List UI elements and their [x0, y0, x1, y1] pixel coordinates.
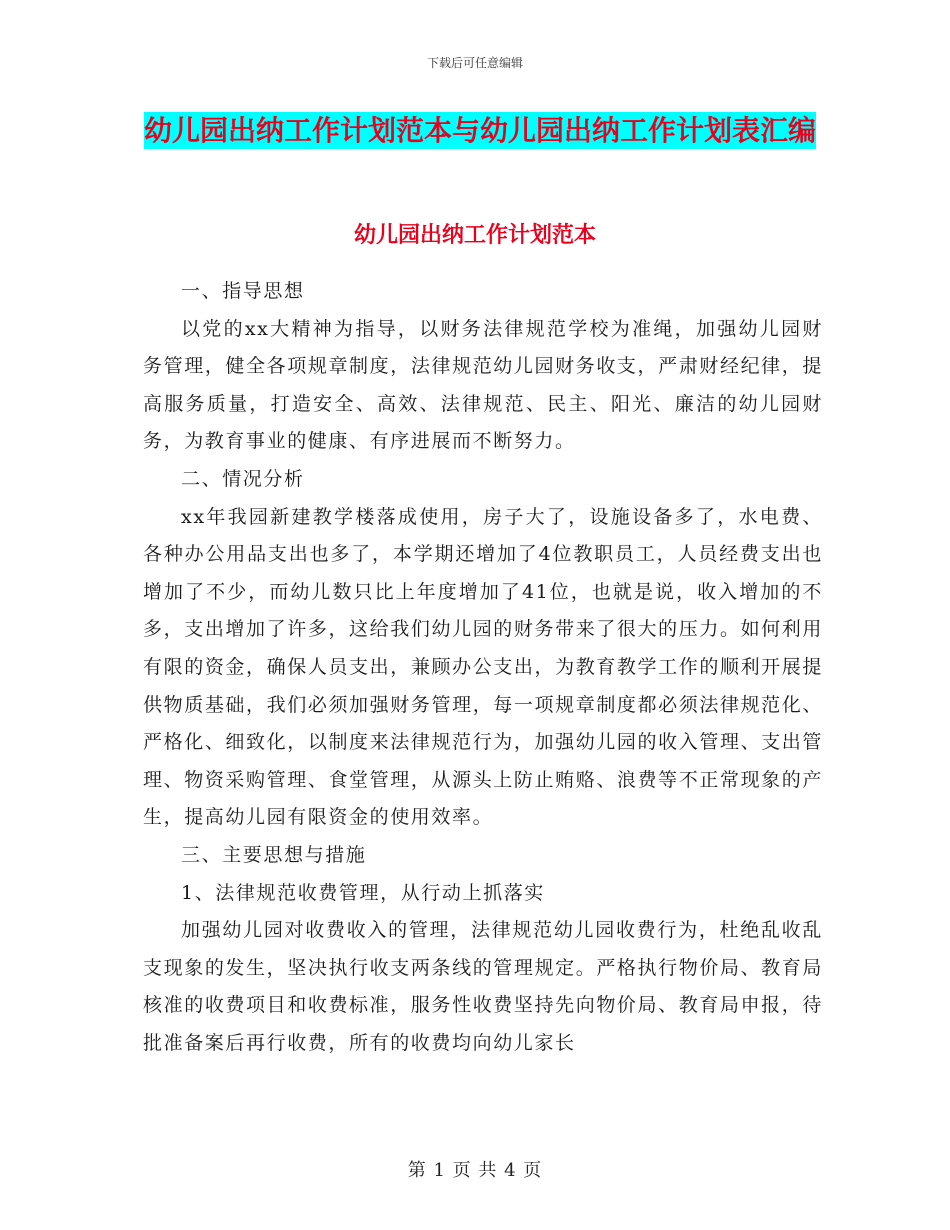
- document-title-text: 幼儿园出纳工作计划范本与幼儿园出纳工作计划表汇编: [143, 114, 816, 147]
- paragraph-situation-analysis: xx年我园新建教学楼落成使用，房子大了，设施设备多了，水电费、各种办公用品支出也多了，本学期还增加了4位教职员工，人员经费支出也增加了不少，而幼儿数只比上年度增加了41位，也就是说，收入增加的不多，支出增加了许多，这给我们幼儿园的财务带来了很大的压力。如何利用有限的资金，确保人员支出，兼顾办公支出，为教育教学工作的顺利开展提供物质基础，我们必须加强财务管理，每一项规章制度都必须法律规范化、严格化、细致化，以制度来法律规范行为，加强幼儿园的收入管理、支出管理、物资采购管理、食堂管理，从源头上防止贿赂、浪费等不正常现象的产生，提高幼儿园有限资金的使用效率。: [143, 505, 823, 829]
- heading-main-measures: 三、主要思想与措施: [181, 843, 367, 866]
- document-body: [143, 273, 823, 1062]
- page-number: 第 1 页 共 4 页: [407, 1160, 543, 1181]
- document-title: [140, 108, 820, 154]
- heading-situation-analysis: 二、情况分析: [181, 467, 305, 490]
- section-title: 幼儿园出纳工作计划范本: [353, 222, 596, 248]
- heading-guiding-thought: 一、指导思想: [181, 280, 305, 302]
- heading-fee-management: 1、法律规范收费管理，从行动上抓落实: [181, 881, 545, 904]
- paragraph-fee-management: 加强幼儿园对收费收入的管理，法律规范幼儿园收费行为，杜绝乱收乱支现象的发生，坚决执行收支两条线的管理规定。严格执行物价局、教育局核准的收费项目和收费标准，服务性收费坚持先向物价局、教育局申报，待批准备案后再行收费，所有的收费均向幼儿家长: [143, 919, 823, 1054]
- page-header-note: 下载后可任意编辑: [426, 56, 523, 70]
- paragraph-guiding-thought: 以党的xx大精神为指导，以财务法律规范学校为准绳，加强幼儿园财务管理，健全各项规章制度，法律规范幼儿园财务收支，严肃财经纪律，提高服务质量，打造安全、高效、法律规范、民主、阳光、廉洁的幼儿园财务，为教育事业的健康、有序进展而不断努力。: [143, 317, 823, 453]
